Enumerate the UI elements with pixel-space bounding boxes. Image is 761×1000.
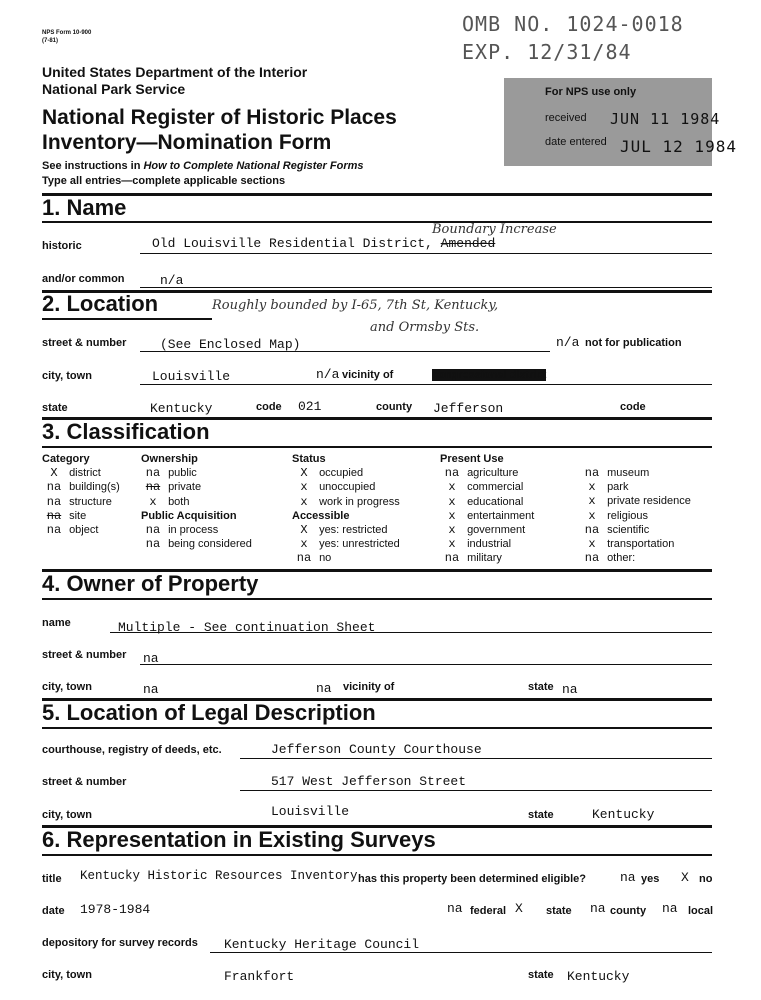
not-for-publication-mark: n/a bbox=[556, 335, 580, 350]
present-use-item: x commercial bbox=[448, 480, 524, 495]
legal-state-label: state bbox=[528, 809, 554, 821]
present-use-item: x religious bbox=[588, 508, 649, 523]
legal-street-label: street & number bbox=[42, 776, 127, 788]
owner-state-value: na bbox=[562, 682, 578, 697]
present-use-item: x entertainment bbox=[448, 508, 535, 523]
location-handwritten-line1: Roughly bounded by I-65, 7th St, Kentucky, bbox=[212, 298, 499, 313]
agency-name: National Park Service bbox=[42, 81, 186, 97]
city-label: city, town bbox=[42, 370, 92, 382]
depository-value: Kentucky Heritage Council bbox=[224, 937, 420, 952]
survey-state2-label: state bbox=[528, 969, 554, 981]
status-item: X occupied bbox=[300, 466, 364, 481]
legal-street-value: 517 West Jefferson Street bbox=[271, 774, 467, 789]
survey-state-label: state bbox=[546, 905, 572, 917]
form-title-line1: National Register of Historic Places bbox=[42, 106, 397, 129]
entered-date: JUL 12 1984 bbox=[620, 137, 737, 156]
code-label: code bbox=[256, 401, 282, 413]
acquisition-item: na being considered bbox=[145, 537, 252, 552]
owner-vicinity-label: vicinity of bbox=[343, 681, 395, 693]
survey-date-value: 1978-1984 bbox=[80, 902, 151, 917]
exp-stamp: EXP. 12/31/84 bbox=[462, 40, 632, 64]
legal-street-line bbox=[240, 790, 712, 791]
present-use-item: x industrial bbox=[448, 537, 512, 552]
category-header: Category bbox=[42, 453, 90, 465]
section-4-underline bbox=[42, 598, 712, 600]
status-item: x unoccupied bbox=[300, 480, 376, 495]
street-value: (See Enclosed Map) bbox=[160, 337, 301, 352]
survey-title-label: title bbox=[42, 873, 62, 885]
ownership-item: x both bbox=[149, 494, 190, 509]
city-value: Louisville bbox=[152, 369, 231, 384]
vicinity-mark: n/a bbox=[316, 367, 340, 382]
courthouse-label: courthouse, registry of deeds, etc. bbox=[42, 744, 222, 756]
present-use-item: na agriculture bbox=[444, 466, 519, 481]
present-use-header: Present Use bbox=[440, 453, 504, 465]
owner-city-label: city, town bbox=[42, 681, 92, 693]
received-date: JUN 11 1984 bbox=[610, 110, 721, 128]
section-4-heading: 4. Owner of Property bbox=[42, 571, 259, 596]
legal-city-label: city, town bbox=[42, 809, 92, 821]
instructions-line1: See instructions in How to Complete National Register Forms bbox=[42, 160, 364, 172]
present-use-column-2 bbox=[580, 466, 691, 565]
survey-local-label: local bbox=[688, 905, 714, 917]
date-entered-label: date entered bbox=[545, 136, 607, 148]
present-use-item: na museum bbox=[584, 466, 650, 480]
instructions-line2: Type all entries—complete applicable sections bbox=[42, 175, 286, 187]
code-value: 021 bbox=[298, 399, 322, 414]
received-label: received bbox=[545, 112, 587, 124]
present-use-column-1 bbox=[440, 452, 534, 566]
form-title-line2: Inventory—Nomination Form bbox=[42, 131, 332, 154]
nps-box-title: For NPS use only bbox=[545, 86, 637, 98]
county-label: county bbox=[376, 401, 413, 413]
state-mark: X bbox=[515, 901, 523, 916]
ownership-item: na private bbox=[145, 480, 202, 495]
federal-mark: na bbox=[447, 901, 463, 916]
owner-vicinity-mark: na bbox=[316, 681, 332, 696]
survey-state2-value: Kentucky bbox=[567, 969, 630, 984]
survey-date-label: date bbox=[42, 905, 65, 917]
accessible-header: Accessible bbox=[292, 509, 350, 522]
owner-name-line bbox=[110, 632, 712, 633]
section-1-heading: 1. Name bbox=[42, 195, 127, 220]
category-item: na object bbox=[46, 523, 99, 538]
public-acquisition-header: Public Acquisition bbox=[141, 509, 237, 522]
section-2-heading: 2. Location bbox=[42, 291, 159, 316]
section-3-heading: 3. Classification bbox=[42, 419, 210, 444]
ownership-item: na public bbox=[145, 466, 197, 481]
owner-name-label: name bbox=[42, 617, 71, 629]
owner-street-label: street & number bbox=[42, 649, 127, 661]
department-name: United States Department of the Interior bbox=[42, 64, 308, 80]
present-use-item: x government bbox=[448, 523, 526, 538]
street-field-line bbox=[140, 351, 550, 352]
status-item: x work in progress bbox=[300, 494, 400, 509]
legal-city-value: Louisville bbox=[271, 804, 350, 819]
federal-label: federal bbox=[470, 905, 507, 917]
survey-county-label: county bbox=[610, 905, 647, 917]
section-6-underline bbox=[42, 854, 712, 856]
form-date: (7-81) bbox=[42, 38, 59, 44]
ownership-header: Ownership bbox=[141, 453, 198, 465]
form-number: NPS Form 10-900 bbox=[42, 30, 92, 36]
present-use-item: x park bbox=[588, 480, 629, 495]
ownership-column bbox=[141, 452, 252, 551]
location-handwritten-line2: and Ormsby Sts. bbox=[370, 320, 480, 335]
section-5-heading: 5. Location of Legal Description bbox=[42, 700, 376, 725]
category-item: na site bbox=[46, 508, 87, 523]
survey-title-value: Kentucky Historic Resources Inventory bbox=[80, 869, 358, 883]
present-use-item: na other: bbox=[584, 551, 636, 566]
owner-state-label: state bbox=[528, 681, 554, 693]
present-use-item: na scientific bbox=[584, 522, 650, 537]
county-mark: na bbox=[590, 901, 606, 916]
present-use-item: x transportation bbox=[588, 537, 675, 552]
present-use-item: x private residence bbox=[588, 494, 691, 509]
courthouse-line bbox=[240, 758, 712, 759]
common-value: n/a bbox=[160, 273, 184, 288]
depository-line bbox=[210, 952, 712, 953]
eligible-yes-label: yes bbox=[641, 873, 660, 885]
not-for-publication-label: not for publication bbox=[585, 337, 682, 349]
owner-city-value: na bbox=[143, 682, 159, 697]
common-label: and/or common bbox=[42, 273, 125, 285]
eligible-no-label: no bbox=[699, 873, 713, 885]
survey-city-value: Frankfort bbox=[224, 969, 295, 984]
city-field-line bbox=[140, 384, 712, 385]
historic-handwritten: Boundary Increase bbox=[432, 222, 557, 237]
category-column bbox=[42, 452, 120, 537]
county-value: Jefferson bbox=[433, 401, 504, 416]
accessible-item: X yes: restricted bbox=[300, 523, 388, 538]
category-item: X district bbox=[50, 466, 101, 481]
historic-label: historic bbox=[42, 240, 82, 252]
present-use-item: na military bbox=[444, 551, 502, 566]
owner-name-value: Multiple - See continuation Sheet bbox=[118, 620, 376, 635]
section-1-underline bbox=[42, 221, 712, 223]
section-3-underline bbox=[42, 446, 712, 448]
accessible-item: x yes: unrestricted bbox=[300, 537, 400, 552]
section-1-rule bbox=[42, 193, 712, 196]
historic-value: Old Louisville Residential District, Amended bbox=[152, 236, 496, 251]
courthouse-value: Jefferson County Courthouse bbox=[271, 742, 482, 757]
omb-stamp: OMB NO. 1024-0018 bbox=[462, 12, 684, 36]
local-mark: na bbox=[662, 901, 678, 916]
accessible-item: na no bbox=[296, 551, 332, 566]
section-5-underline bbox=[42, 727, 712, 729]
status-column bbox=[292, 452, 400, 566]
code2-label: code bbox=[620, 401, 646, 413]
survey-city-label: city, town bbox=[42, 969, 92, 981]
category-item: na structure bbox=[46, 494, 112, 509]
street-label: street & number bbox=[42, 337, 127, 349]
depository-label: depository for survey records bbox=[42, 937, 198, 949]
owner-street-line bbox=[140, 664, 712, 665]
present-use-item: x educational bbox=[448, 494, 524, 509]
eligible-no-mark: X bbox=[681, 870, 689, 885]
eligible-question: has this property been determined eligible? bbox=[358, 873, 586, 885]
historic-field-line bbox=[140, 253, 712, 254]
owner-street-value: na bbox=[143, 651, 159, 666]
acquisition-item: na in process bbox=[145, 523, 219, 538]
section-6-heading: 6. Representation in Existing Surveys bbox=[42, 827, 436, 852]
state-label: state bbox=[42, 402, 68, 414]
congressional-district-label: congressional district bbox=[432, 369, 547, 381]
legal-state-value: Kentucky bbox=[592, 807, 655, 822]
vicinity-label: vicinity of bbox=[342, 369, 394, 381]
eligible-yes-mark: na bbox=[620, 870, 636, 885]
state-value: Kentucky bbox=[150, 401, 213, 416]
category-item: na building(s) bbox=[46, 480, 120, 495]
common-field-line bbox=[140, 287, 712, 288]
status-header: Status bbox=[292, 453, 326, 465]
section-2-underline bbox=[42, 318, 212, 320]
